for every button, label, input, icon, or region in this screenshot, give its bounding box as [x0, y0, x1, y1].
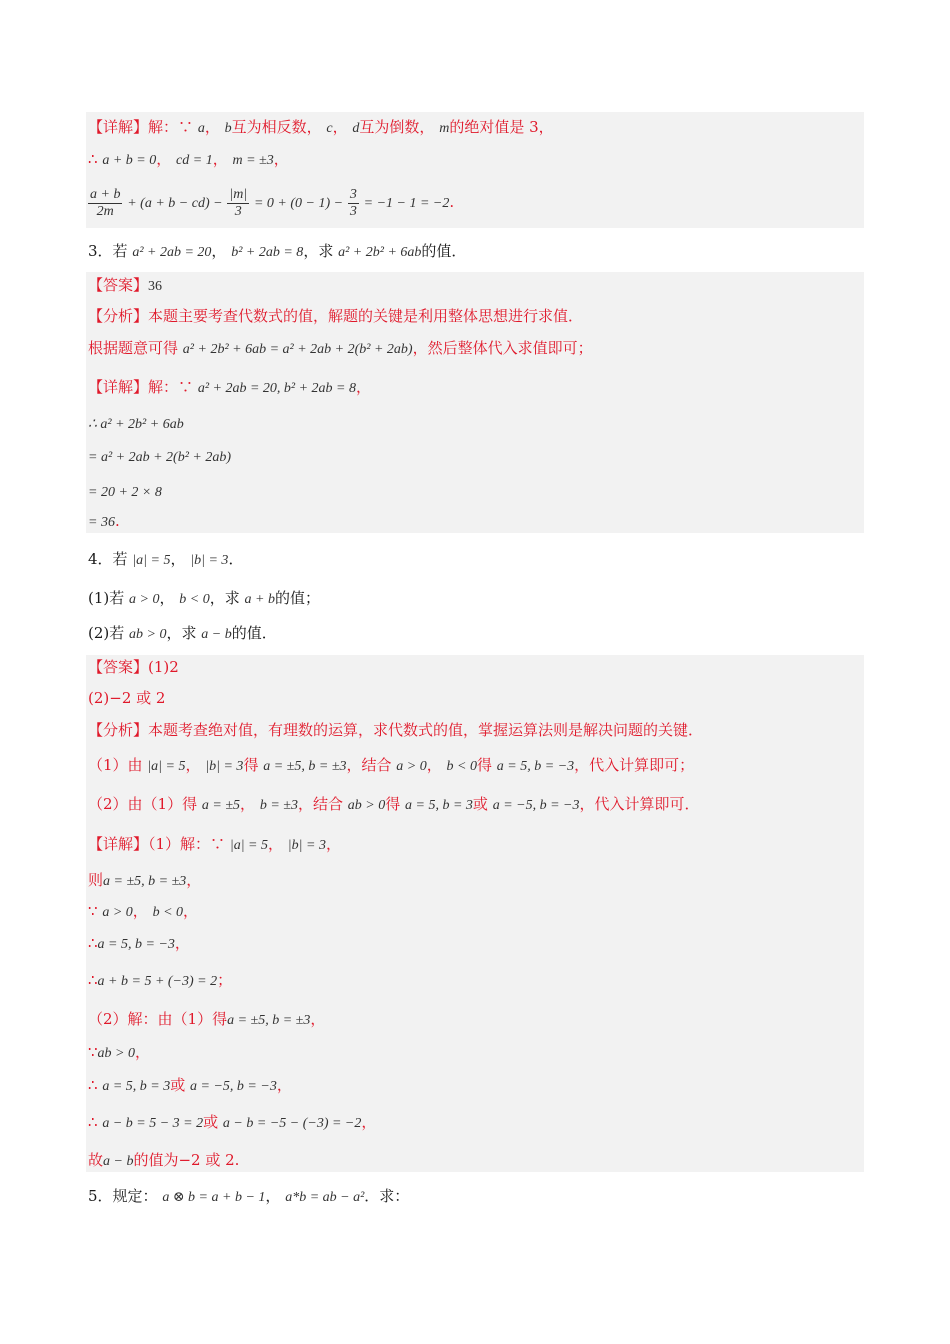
- therefore-line: ∴ a + b = 0， cd = 1， m = ±3，: [88, 150, 289, 168]
- step-line: = a² + 2ab + 2(b² + 2ab): [88, 450, 232, 465]
- step-line: ∴ a² + 2b² + 6ab: [88, 417, 184, 432]
- detail-line: 【详解】解：∵ a， b互为相反数， c， d互为倒数， m的绝对值是 3，: [88, 118, 554, 136]
- answer-line: 【答案】(1)2: [88, 658, 179, 676]
- detail-line: 【详解】解：∵ a² + 2ab = 20, b² + 2ab = 8，: [88, 378, 372, 396]
- analysis-part-1: （1）由 |a| = 5， |b| = 3得 a = ±5, b = ±3，结合 a > 0， b < 0得 a = 5, b = −3，代入计算即可；: [88, 756, 695, 774]
- step-line: ∵ a > 0， b < 0，: [88, 902, 199, 920]
- detail-tag: 【详解】: [88, 118, 149, 136]
- analysis-line: 【分析】本题主要考查代数式的值，解题的关键是利用整体思想进行求值．: [88, 307, 584, 325]
- conclusion-line: 故a − b的值为−2 或 2.: [88, 1151, 240, 1169]
- step-line: （2）解：由（1）得a = ±5, b = ±3，: [88, 1010, 326, 1028]
- solution-block-q3: [86, 272, 864, 533]
- question-4-part-1: (1)若 a > 0， b < 0，求 a + b的值；: [88, 589, 320, 607]
- step-line: ∴a = 5, b = −3，: [88, 934, 190, 952]
- detail-line: 【详解】（1）解：∵ |a| = 5， |b| = 3，: [88, 835, 341, 853]
- solution-block-q2: [86, 112, 864, 228]
- question-4: 4．若 |a| = 5， |b| = 3．: [88, 550, 244, 568]
- step-line: = 36.: [88, 512, 120, 530]
- step-line: ∴ a = 5, b = 3或 a = −5, b = −3，: [88, 1076, 292, 1094]
- calculation-line: $\frac{a + b}{2m}$ + (a + b − cd) − $\frac{|m|}{3}$ = 0 + (0 − 1) − $\frac{3}{3}$ = −1 − 1 = −2.: [90, 186, 455, 219]
- fraction: $\frac{a + b}{2m}$: [90, 186, 121, 219]
- analysis-line-2: 根据题意可得 a² + 2b² + 6ab = a² + 2ab + 2(b² + 2ab)，然后整体代入求值即可；: [88, 339, 593, 357]
- step-line: 则a = ±5, b = ±3，: [88, 871, 202, 889]
- step-line: ∴ a − b = 5 − 3 = 2或 a − b = −5 − (−3) = −2，: [88, 1113, 377, 1131]
- analysis-line: 【分析】本题考查绝对值，有理数的运算，求代数式的值，掌握运算法则是解决问题的关键．: [88, 721, 704, 739]
- question-5: 5．规定： a ⊗ b = a + b − 1， a*b = ab − a²．求：: [88, 1187, 410, 1205]
- analysis-part-2: （2）由（1）得 a = ±5， b = ±3，结合 ab > 0得 a = 5, b = 3或 a = −5, b = −3，代入计算即可．: [88, 795, 700, 813]
- answer-line-2: (2)−2 或 2: [88, 689, 166, 707]
- fraction: $\frac{|m|}{3}$: [229, 186, 248, 219]
- solution-block-q4: [86, 655, 864, 1172]
- step-line: ∵ab > 0，: [88, 1043, 151, 1061]
- step-line: = 20 + 2 × 8: [88, 485, 162, 500]
- fraction: $\frac{3}{3}$: [349, 186, 357, 219]
- question-4-part-2: (2)若 ab > 0，求 a − b的值．: [88, 624, 277, 642]
- question-3: 3．若 a² + 2ab = 20， b² + 2ab = 8，求 a² + 2b² + 6ab的值．: [88, 242, 467, 260]
- step-line: ∴a + b = 5 + (−3) = 2；: [88, 971, 233, 989]
- answer-line: 【答案】36: [88, 276, 163, 294]
